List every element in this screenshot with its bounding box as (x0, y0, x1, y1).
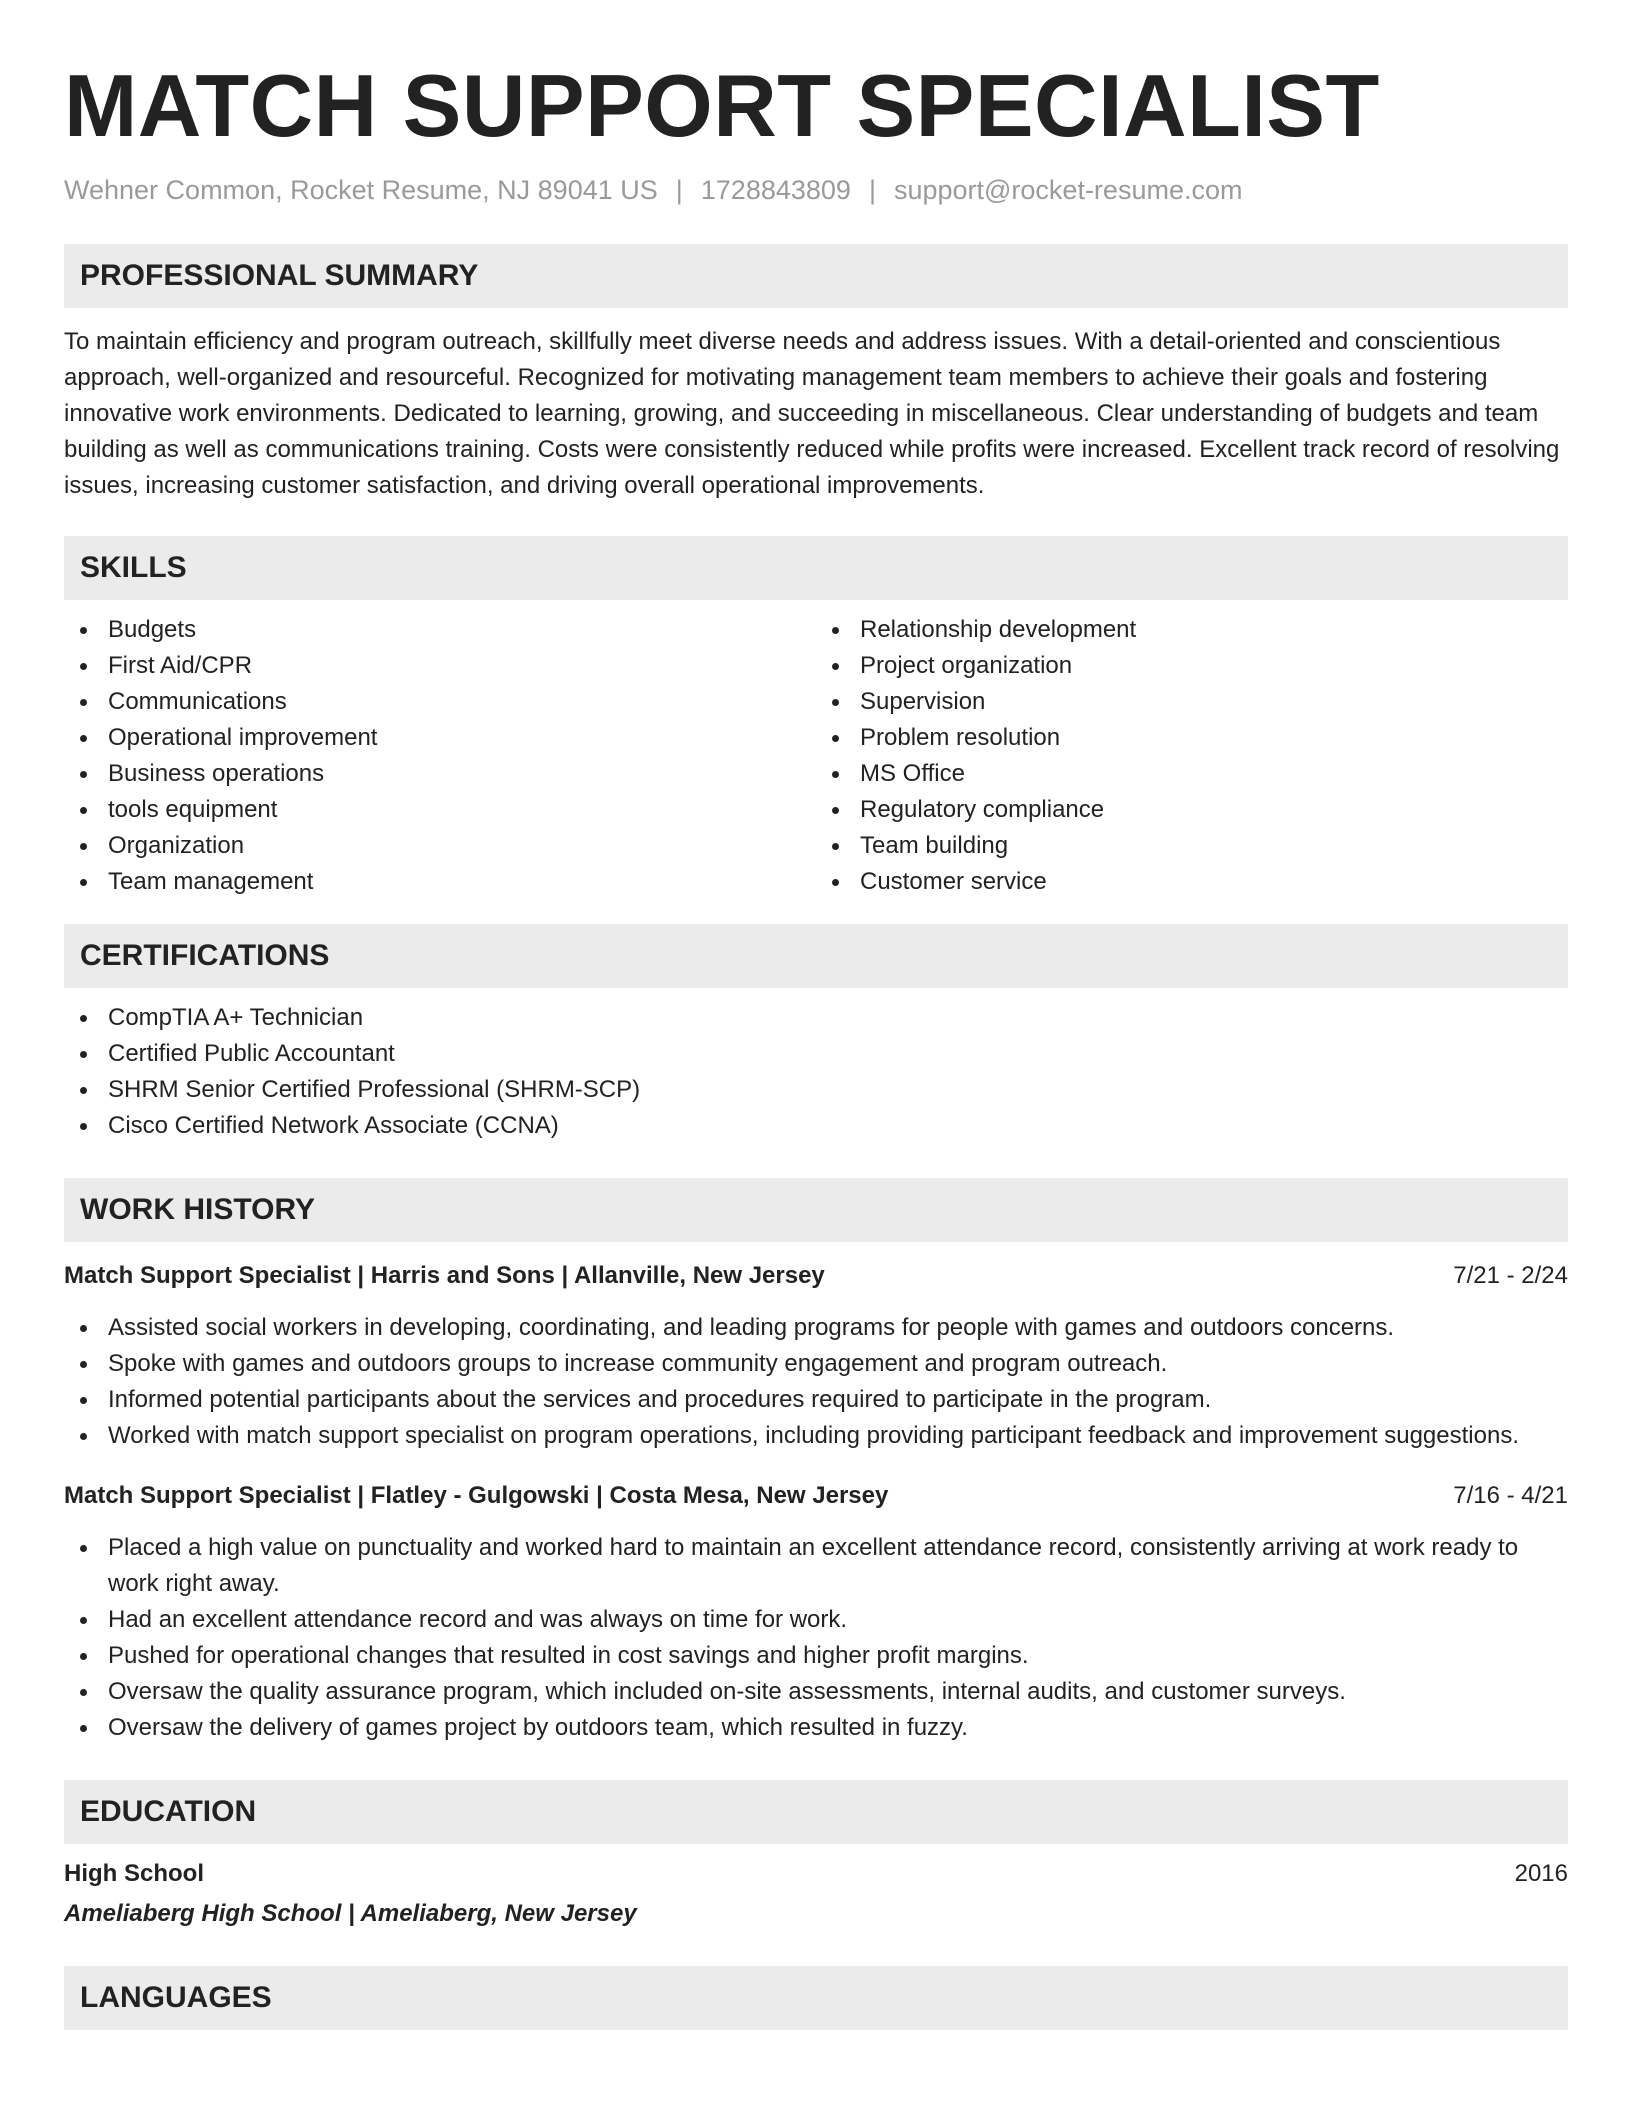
summary-text: To maintain efficiency and program outreach, skillfully meet diverse needs and address issues. With a detail-oriented and conscientious approach, well-organized and resourceful. Recognized for motivating management team members to achieve their goals and fostering innovative work environments. Dedicated to learning, growing, and succeeding in miscellaneous. Clear understanding of budgets and team building as well as communications training. Costs were consistently reduced while profits were increased. Excellent track record of resolving issues, increasing customer satisfaction, and driving overall operational improvements. (64, 328, 1560, 499)
contact-email[interactable]: support@rocket-resume.com (893, 175, 1243, 205)
certification-item: Cisco Certified Network Associate (CCNA) (64, 1108, 1568, 1144)
skill-item: MS Office (816, 756, 1568, 792)
job-duty: Worked with match support specialist on program operations, including providing participant feedback and improvement suggestions. (64, 1418, 1568, 1454)
skill-item: Relationship development (816, 612, 1568, 648)
contact-address: Wehner Common, Rocket Resume, NJ 89041 US (64, 175, 658, 205)
contact-phone: 1728843809 (700, 175, 851, 205)
job-duty: Pushed for operational changes that resulted in cost savings and higher profit margins. (64, 1638, 1568, 1674)
job-duties-list (64, 1310, 1568, 1454)
skill-item: Project organization (816, 648, 1568, 684)
job-duties-list (64, 1530, 1568, 1746)
skill-item: Operational improvement (64, 720, 816, 756)
skill-item: Team building (816, 828, 1568, 864)
job-title: Match Support Specialist | Flatley - Gulgowski | Costa Mesa, New Jersey (64, 1482, 889, 1509)
contact-line (64, 172, 1568, 208)
section-header-certifications: CERTIFICATIONS (64, 924, 1568, 988)
job-duty: Oversaw the delivery of games project by outdoors team, which resulted in fuzzy. (64, 1710, 1568, 1746)
certifications-list (64, 1000, 1568, 1144)
contact-separator: | (868, 175, 876, 205)
section-header-skills: SKILLS (64, 536, 1568, 600)
skill-item: First Aid/CPR (64, 648, 816, 684)
job-duty: Informed potential participants about the services and procedures required to participate in the program. (64, 1382, 1568, 1418)
skill-item: Team management (64, 864, 816, 900)
section-header-work-history: WORK HISTORY (64, 1178, 1568, 1242)
job-heading-row (64, 1258, 1568, 1294)
section-header-education: EDUCATION (64, 1780, 1568, 1844)
job-entry (64, 1258, 1568, 1454)
skill-item: tools equipment (64, 792, 816, 828)
skills-list-right (816, 612, 1568, 900)
skills-list-left (64, 612, 816, 900)
resume-title: MATCH SUPPORT SPECIALIST (64, 56, 1380, 155)
contact-separator: | (675, 175, 683, 205)
job-title: Match Support Specialist | Harris and Sons | Allanville, New Jersey (64, 1262, 825, 1289)
job-duty: Spoke with games and outdoors groups to increase community engagement and program outreach. (64, 1346, 1568, 1382)
skills-grid (64, 612, 1568, 900)
skill-item: Budgets (64, 612, 816, 648)
job-dates: 7/21 - 2/24 (1453, 1262, 1568, 1289)
skill-item: Supervision (816, 684, 1568, 720)
job-heading-row (64, 1478, 1568, 1514)
job-duty: Placed a high value on punctuality and worked hard to maintain an excellent attendance record, consistently arriving at work ready to work right away. (64, 1530, 1568, 1602)
skill-item: Organization (64, 828, 816, 864)
certification-item: CompTIA A+ Technician (64, 1000, 1568, 1036)
skill-item: Regulatory compliance (816, 792, 1568, 828)
education-degree: High School (64, 1860, 204, 1887)
job-duty: Assisted social workers in developing, coordinating, and leading programs for people with games and outdoors concerns. (64, 1310, 1568, 1346)
job-duty: Oversaw the quality assurance program, which included on-site assessments, internal audits, and customer surveys. (64, 1674, 1568, 1710)
skill-item: Problem resolution (816, 720, 1568, 756)
skill-item: Communications (64, 684, 816, 720)
section-header-summary: PROFESSIONAL SUMMARY (64, 244, 1568, 308)
education-school: Ameliaberg High School | Ameliaberg, New Jersey (64, 1900, 637, 1927)
skill-item: Customer service (816, 864, 1568, 900)
certification-item: SHRM Senior Certified Professional (SHRM-SCP) (64, 1072, 1568, 1108)
skill-item: Business operations (64, 756, 816, 792)
job-duty: Had an excellent attendance record and was always on time for work. (64, 1602, 1568, 1638)
job-dates: 7/16 - 4/21 (1453, 1482, 1568, 1509)
certification-item: Certified Public Accountant (64, 1036, 1568, 1072)
education-heading-row (64, 1856, 1568, 1892)
education-year: 2016 (1514, 1860, 1568, 1887)
section-header-languages: LANGUAGES (64, 1966, 1568, 2030)
job-entry (64, 1478, 1568, 1746)
